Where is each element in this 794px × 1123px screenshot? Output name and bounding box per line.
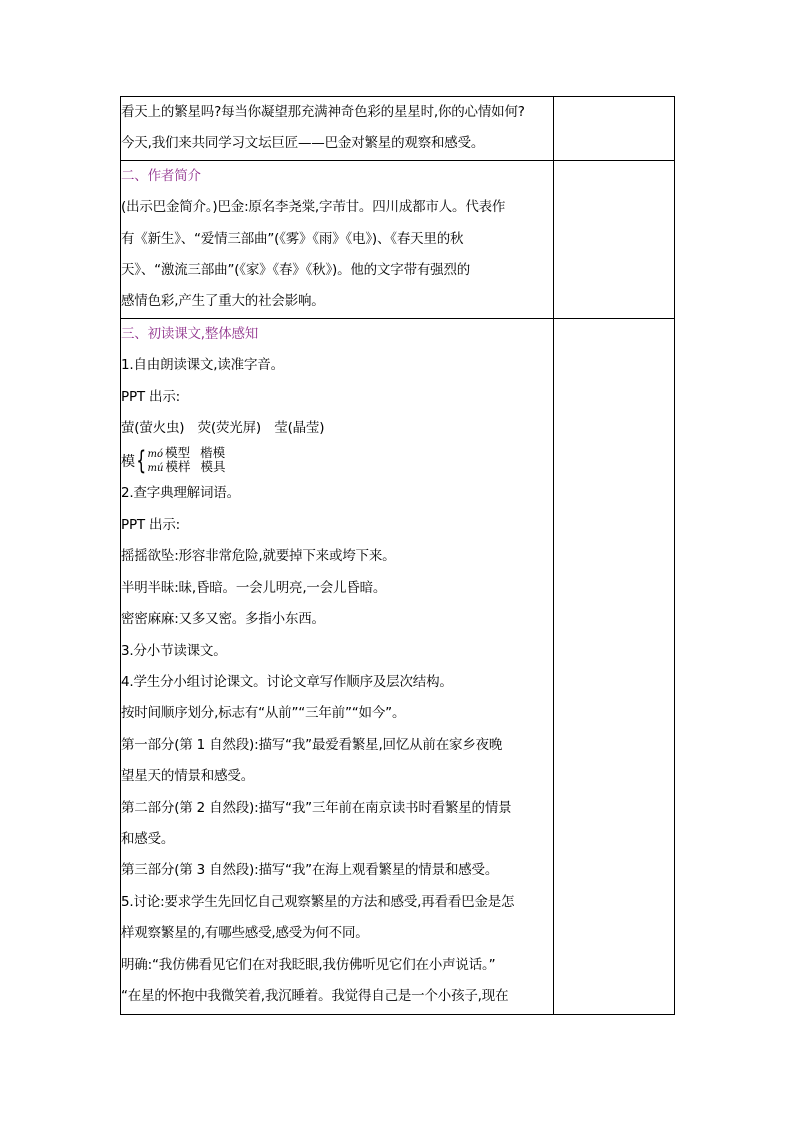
text-lines [121,478,553,1012]
content-cell [121,318,554,1014]
text-line: 第一部分(第 1 自然段):描写“我”最爱看繁星,回忆从前在家乡夜晚 [121,736,503,753]
word: 模型 [165,445,191,461]
text-line: 半明半昧:昧,昏暗。一会儿明亮,一会儿昏暗。 [121,579,387,596]
lesson-plan-table [120,96,675,1015]
section-heading: 二、作者简介 [121,167,201,184]
content-cell [121,97,554,161]
section-heading: 三、初读课文,整体感知 [121,325,259,342]
word: 模样 [165,459,191,475]
pinyin-top: mó [147,449,164,461]
text-line: 感情色彩,产生了重大的社会影响。 [121,293,325,310]
polyphone-block [121,444,553,478]
text-line: 第二部分(第 2 自然段):描写“我”三年前在南京读书时看繁星的情景 [121,799,512,816]
notes-cell [554,318,675,1014]
text-line: 看天上的繁星吗?每当你凝望那充满神奇色彩的星星时,你的心情如何? [121,104,525,120]
text-line: 望星天的情景和感受。 [121,768,254,785]
text-line: 2.查字典理解词语。 [121,485,240,502]
text-line: 摇摇欲坠:形容非常危险,就要掉下来或垮下来。 [121,548,396,565]
text-line: 明确:“我仿佛看见它们在对我眨眼,我仿佛听见它们在小声说话。” [121,956,496,973]
text-line: 4.学生分小组讨论课文。讨论文章写作顺序及层次结构。 [121,673,453,690]
text-line: 样观察繁星的,有哪些感受,感受为何不同。 [121,925,369,942]
text-line: 5.讨论:要求学生先回忆自己观察繁星的方法和感受,再看看巴金是怎 [121,893,515,910]
text-line: 第三部分(第 3 自然段):描写“我”在海上观看繁星的情景和感受。 [121,862,499,879]
text-line: “在星的怀抱中我微笑着,我沉睡着。我觉得自己是一个小孩子,现在 [121,987,509,1004]
content-cell [121,160,554,318]
text-line: 1.自由朗读课文,读准字音。 [121,357,284,374]
text-line: 萤(萤火虫) 荧(荧光屏) 莹(晶莹) [121,420,325,437]
polyphone-char: 模 [121,454,135,471]
text-line: (出示巴金简介。)巴金:原名李尧棠,字芾甘。四川成都市人。代表作 [121,199,506,216]
pinyin-bottom: mú [147,463,164,475]
brace-icon: { [136,446,147,477]
text-line: 密密麻麻:又多又密。多指小东西。 [121,611,325,628]
table-row [121,160,675,318]
table-row [121,318,675,1014]
notes-cell [554,160,675,318]
text-line: 天》、“激流三部曲”(《家》《春》《秋》)。他的文字带有强烈的 [121,262,471,279]
word: 楷模 [200,445,226,461]
word: 模具 [200,459,226,475]
text-line: 今天,我们来共同学习文坛巨匠——巴金对繁星的观察和感受。 [121,135,485,152]
table-row [121,97,675,161]
text-line: PPT 出示: [121,388,180,405]
text-line: 有《新生》、“爱情三部曲”(《雾》《雨》《电》)、《春天里的秋 [121,230,464,247]
text-line: 和感受。 [121,830,175,847]
text-line: 按时间顺序划分,标志有“从前”“三年前”“如今”。 [121,705,406,722]
notes-cell [554,97,675,161]
text-line: PPT 出示: [121,516,180,533]
text-line: 3.分小节读课文。 [121,642,227,659]
